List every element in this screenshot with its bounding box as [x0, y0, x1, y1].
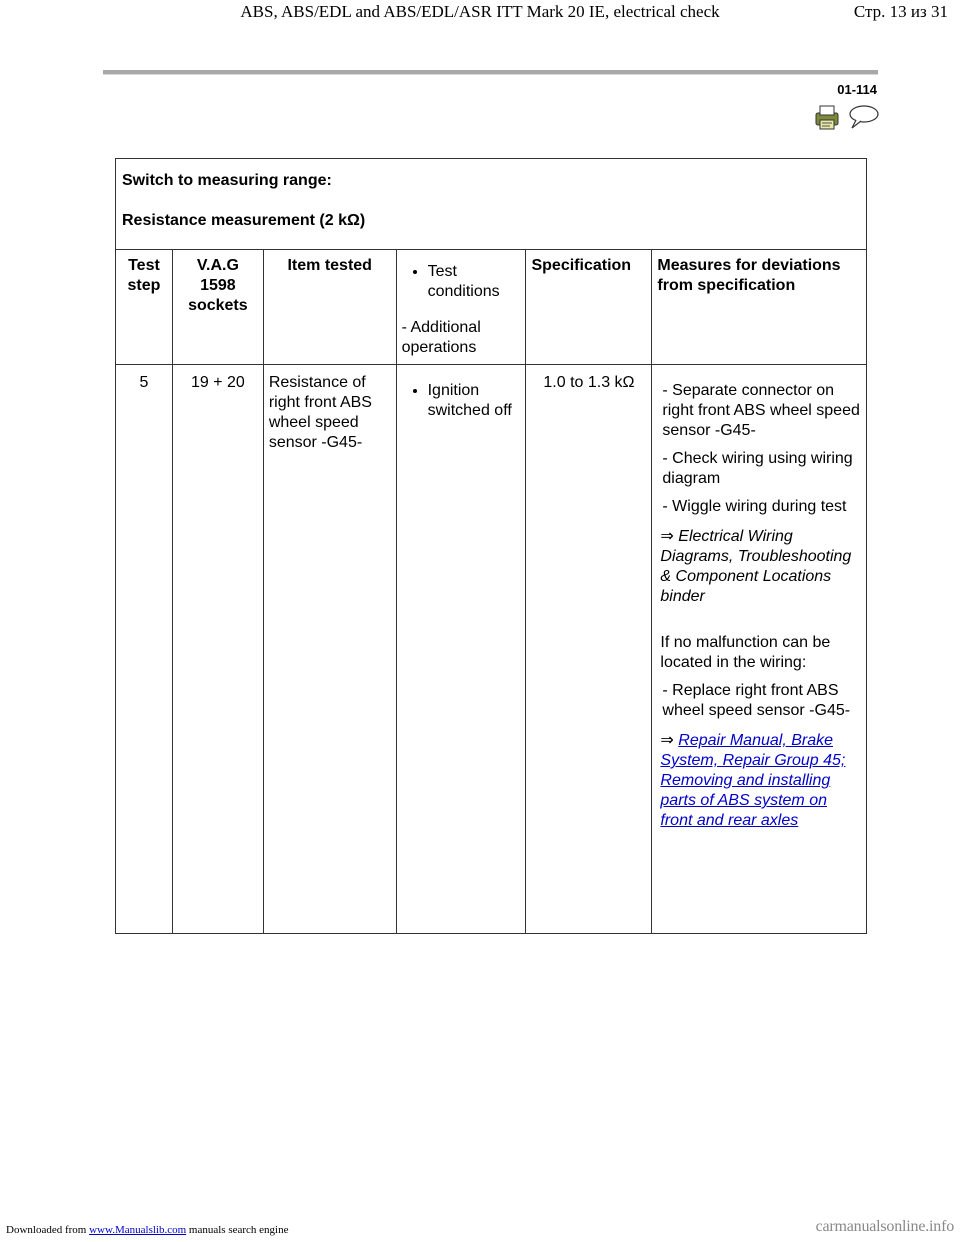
header-divider	[103, 70, 878, 75]
footer-prefix: Downloaded from	[6, 1224, 87, 1236]
measurement-table	[115, 158, 867, 934]
manualslib-link[interactable]: www.Manualslib.com	[89, 1224, 187, 1236]
cell-specification: 1.0 to 1.3 kΩ	[526, 365, 652, 934]
reference-wiring-diagrams	[660, 527, 861, 607]
cell-sockets: 19 + 20	[172, 365, 263, 934]
download-footer	[6, 1224, 288, 1236]
measure-replace-sensor: - Replace right front ABS wheel speed sensor -G45-	[662, 682, 851, 719]
toolbar-icons	[814, 103, 884, 131]
header-measures: Measures for deviations from specification	[652, 250, 867, 365]
reference-repair-manual	[660, 731, 861, 831]
document-title: ABS, ABS/EDL and ABS/EDL/ASR ITT Mark 20 IE, electrical check	[240, 2, 720, 21]
arrow-icon: ⇒	[660, 528, 674, 545]
document-number: 01-114	[837, 82, 877, 97]
cell-conditions	[396, 365, 526, 934]
table-row	[116, 365, 867, 934]
condition-ignition: • Ignition switched off	[428, 381, 521, 421]
measure-check-wiring: - Check wiring using wiring diagram	[662, 450, 853, 487]
no-malfunction-note: If no malfunction can be located in the wiring:	[660, 634, 831, 671]
measure-separate-connector: - Separate connector on right front ABS wheel speed sensor -G45-	[662, 382, 860, 439]
header-test-conditions: • Test conditions	[428, 262, 521, 302]
repair-manual-link[interactable]: Repair Manual, Brake System, Repair Group 45; Removing and installing parts of ABS system on front and rear axles	[660, 732, 846, 829]
cell-item-tested: Resistance of right front ABS wheel speed sensor -G45-	[263, 365, 396, 934]
header-item-tested: Item tested	[263, 250, 396, 365]
speech-bubble-icon[interactable]	[850, 106, 878, 128]
header-vag-sockets: V.A.G 1598 sockets	[172, 250, 263, 365]
page-count: Стр. 13 из 31	[853, 2, 948, 21]
cell-test-step: 5	[116, 365, 173, 934]
footer-suffix: manuals search engine	[188, 1224, 289, 1236]
header-specification: Specification	[526, 250, 652, 365]
measuring-range-instructions	[116, 159, 867, 250]
header-test-step: Test step	[116, 250, 173, 365]
header-conditions	[396, 250, 526, 365]
table-header-row	[116, 250, 867, 365]
resistance-range: Resistance measurement (2 kΩ)	[122, 212, 366, 229]
header-additional-operations: - Additional operations	[401, 319, 481, 356]
cell-measures	[652, 365, 867, 934]
watermark: carmanualsonline.info	[815, 1218, 954, 1235]
arrow-icon: ⇒	[660, 732, 674, 749]
measure-wiggle-wiring: - Wiggle wiring during test	[662, 498, 847, 515]
wiring-diagrams-binder: Electrical Wiring Diagrams, Troubleshooting & Component Locations binder	[660, 528, 852, 605]
measuring-range-heading: Switch to measuring range:	[122, 172, 332, 189]
print-icon[interactable]	[816, 106, 838, 129]
